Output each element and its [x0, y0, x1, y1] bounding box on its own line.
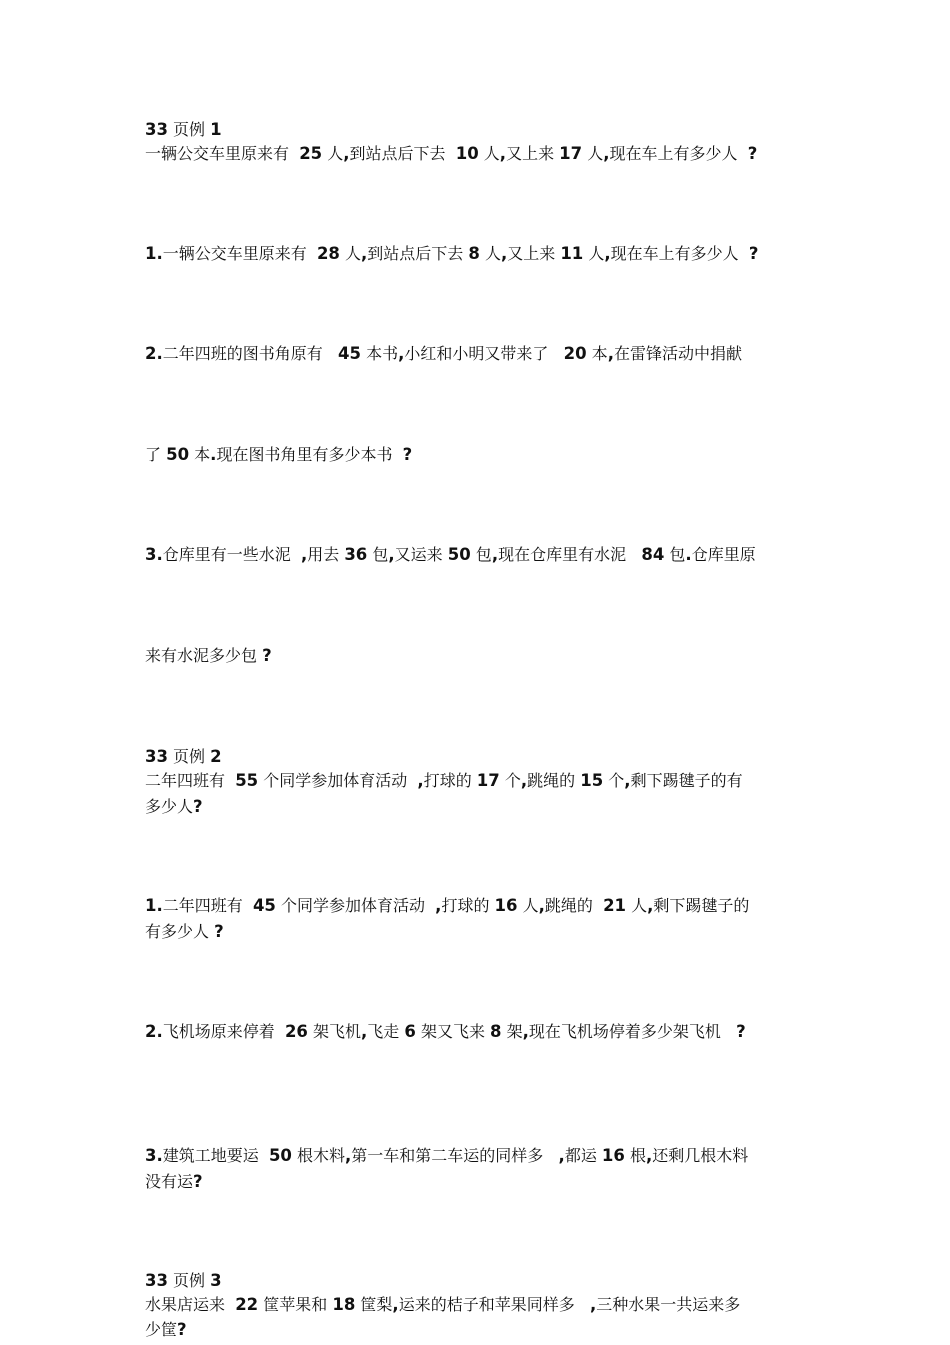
exercise-1-3-line-2: 来有水泥多少包 ? [145, 646, 272, 665]
example-2-heading: 33 页例 2 [145, 747, 222, 766]
exercise-2-2: 2.飞机场原来停着 26 架飞机,飞走 6 架又飞来 8 架,现在飞机场停着多少架飞机 ? [145, 1022, 746, 1041]
exercise-2-1-line-2: 有多少人 ? [145, 922, 224, 941]
example-2-line-1: 二年四班有 55 个同学参加体育活动 ,打球的 17 个,跳绳的 15 个,剩下踢毽子的有 [145, 771, 743, 790]
example-1-heading: 33 页例 1 [145, 120, 222, 139]
exercise-1-1: 1.一辆公交车里原来有 28 人,到站点后下去 8 人,又上来 11 人,现在车上有多少人 ? [145, 244, 759, 263]
exercise-2-3-line-2: 没有运? [145, 1172, 203, 1191]
exercise-1-3-line-1: 3.仓库里有一些水泥 ,用去 36 包,又运来 50 包,现在仓库里有水泥 84 包.仓库里原 [145, 545, 756, 564]
example-2-line-2: 多少人? [145, 797, 203, 816]
exercise-1-2-line-2: 了 50 本.现在图书角里有多少本书 ? [145, 445, 413, 464]
exercise-1-2-line-1: 2.二年四班的图书角原有 45 本书,小红和小明又带来了 20 本,在雷锋活动中捐献 [145, 344, 742, 363]
exercise-2-3-line-1: 3.建筑工地要运 50 根木料,第一车和第二车运的同样多 ,都运 16 根,还剩几根木料 [145, 1146, 749, 1165]
example-1-text: 一辆公交车里原来有 25 人,到站点后下去 10 人,又上来 17 人,现在车上有多少人 ? [145, 144, 758, 163]
example-3-heading: 33 页例 3 [145, 1271, 222, 1290]
example-3-line-1: 水果店运来 22 筐苹果和 18 筐梨,运来的桔子和苹果同样多 ,三种水果一共运来多 [145, 1295, 741, 1314]
example-3-line-2: 少筐? [145, 1320, 187, 1339]
exercise-2-1-line-1: 1.二年四班有 45 个同学参加体育活动 ,打球的 16 人,跳绳的 21 人,剩下踢毽子的 [145, 896, 750, 915]
